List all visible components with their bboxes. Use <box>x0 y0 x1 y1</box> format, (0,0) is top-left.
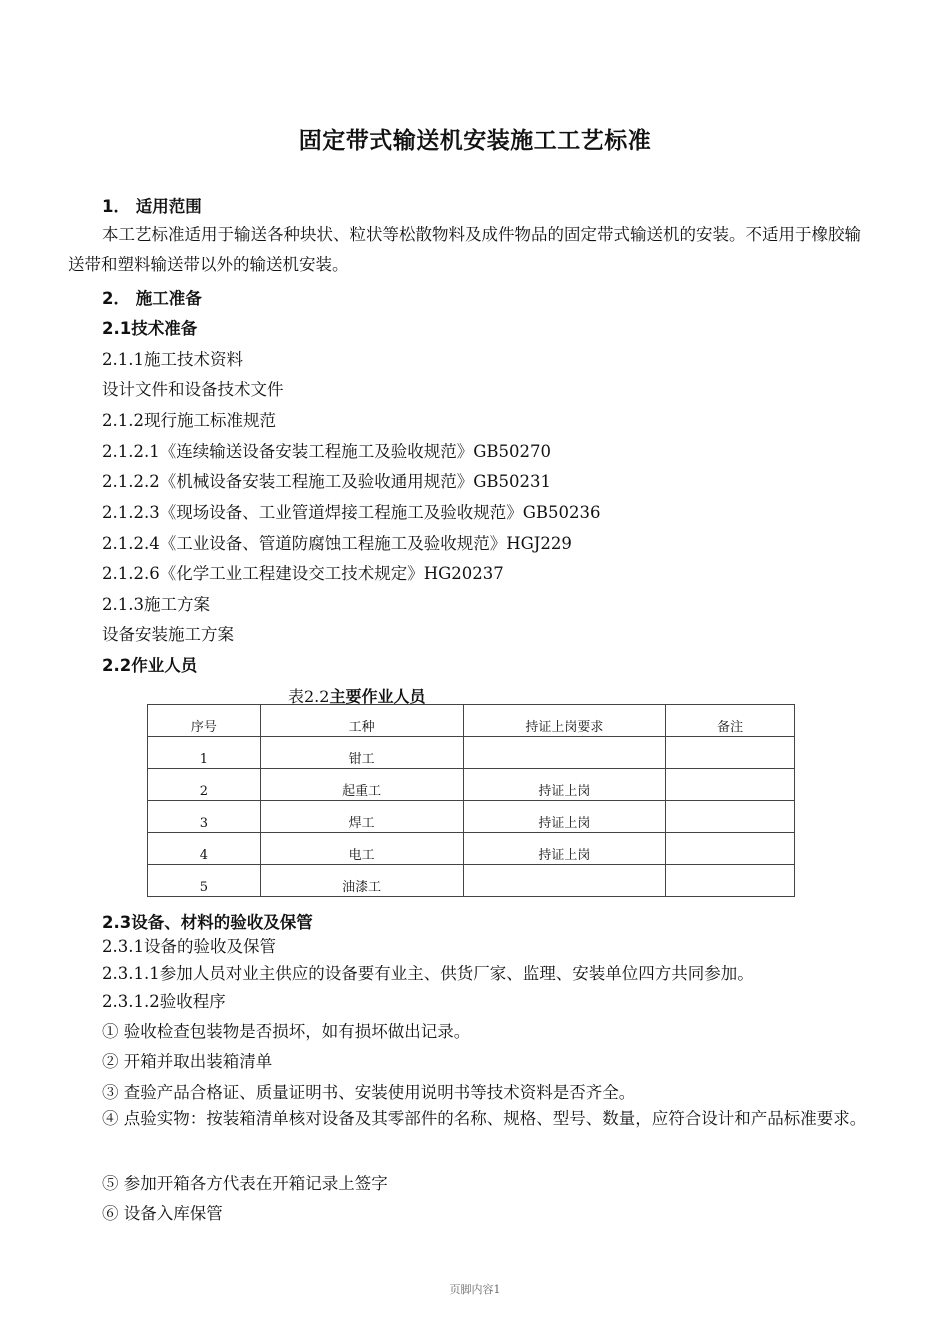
page-footer: 页脚内容1 <box>449 1283 501 1296</box>
section-2-3-1: 2.3.1设备的验收及保管 <box>102 937 276 956</box>
table-cell <box>666 769 795 801</box>
procedure-step-2: ② 开箱并取出装箱清单 <box>102 1052 273 1071</box>
table-cell: 2 <box>148 769 261 801</box>
procedure-step-6: ⑥ 设备入库保管 <box>102 1204 223 1223</box>
section-1-paragraph: 本工艺标准适用于输送各种块状、粒状等松散物料及成件物品的固定带式输送机的安装。不适用于橡胶输送带和塑料输送带以外的输送机安装。 <box>68 225 861 274</box>
table-cell: 持证上岗 <box>463 801 666 833</box>
table-cell: 4 <box>148 833 261 865</box>
standard-2-1-2-2: 2.1.2.2《机械设备安装工程施工及验收通用规范》GB50231 <box>102 472 552 491</box>
table-cell <box>463 865 666 897</box>
section-2-3-1-2: 2.3.1.2验收程序 <box>102 992 226 1011</box>
header-cell: 备注 <box>666 705 795 737</box>
section-2-1-2: 2.1.2现行施工标准规范 <box>102 411 276 430</box>
section-2-3-1-1: 2.3.1.1参加人员对业主供应的设备要有业主、供货厂家、监理、安装单位四方共同参加。 <box>102 964 754 983</box>
standard-2-1-2-1: 2.1.2.1《连续输送设备安装工程施工及验收规范》GB50270 <box>102 442 552 461</box>
table-cell: 持证上岗 <box>463 769 666 801</box>
table-cell <box>666 737 795 769</box>
standard-2-1-2-4: 2.1.2.4《工业设备、管道防腐蚀工程施工及验收规范》HGJ229 <box>102 534 572 553</box>
table-cell <box>666 833 795 865</box>
table-cell <box>666 801 795 833</box>
table-cell: 油漆工 <box>260 865 463 897</box>
section-1-heading: 1． 适用范围 <box>102 197 202 216</box>
table-cell: 焊工 <box>260 801 463 833</box>
procedure-step-3: ③ 查验产品合格证、质量证明书、安装使用说明书等技术资料是否齐全。 <box>102 1083 636 1102</box>
section-2-2-heading: 2.2作业人员 <box>102 656 198 675</box>
table-cell: 起重工 <box>260 769 463 801</box>
section-2-1-3-text: 设备安装施工方案 <box>102 625 234 644</box>
table-row <box>148 865 795 897</box>
section-2-3-heading: 2.3设备、材料的验收及保管 <box>102 913 313 932</box>
procedure-step-1: ① 验收检查包装物是否损坏，如有损坏做出记录。 <box>102 1022 471 1041</box>
standard-2-1-2-6: 2.1.2.6《化学工业工程建设交工技术规定》HG20237 <box>102 564 504 583</box>
table-cell: 钳工 <box>260 737 463 769</box>
procedure-step-4: ④ 点验实物：按装箱清单核对设备及其零部件的名称、规格、型号、数量，应符合设计和产品标准要求。 <box>102 1109 867 1128</box>
header-cell: 工种 <box>260 705 463 737</box>
section-2-heading: 2． 施工准备 <box>102 289 202 308</box>
section-2-1-1: 2.1.1施工技术资料 <box>102 350 243 369</box>
table-caption-title: 主要作业人员 <box>329 687 426 706</box>
table-cell: 3 <box>148 801 261 833</box>
header-cell: 序号 <box>148 705 261 737</box>
staff-table <box>147 704 795 897</box>
table-row <box>148 801 795 833</box>
section-2-1-3: 2.1.3施工方案 <box>102 595 210 614</box>
standard-2-1-2-3: 2.1.2.3《现场设备、工业管道焊接工程施工及验收规范》GB50236 <box>102 503 601 522</box>
table-cell: 5 <box>148 865 261 897</box>
section-2-1-1-text: 设计文件和设备技术文件 <box>102 380 284 399</box>
table-cell: 1 <box>148 737 261 769</box>
table-cell: 电工 <box>260 833 463 865</box>
page-title: 固定带式输送机安装施工工艺标准 <box>298 128 652 154</box>
table-cell <box>666 865 795 897</box>
table-row <box>148 833 795 865</box>
table-caption-prefix: 表2.2 <box>288 687 330 706</box>
table-row <box>148 769 795 801</box>
section-2-1-heading: 2.1技术准备 <box>102 319 198 338</box>
table-cell: 持证上岗 <box>463 833 666 865</box>
table-header-row <box>148 705 795 737</box>
table-cell <box>463 737 666 769</box>
procedure-step-5: ⑤ 参加开箱各方代表在开箱记录上签字 <box>102 1174 388 1193</box>
header-cell: 持证上岗要求 <box>463 705 666 737</box>
table-row <box>148 737 795 769</box>
